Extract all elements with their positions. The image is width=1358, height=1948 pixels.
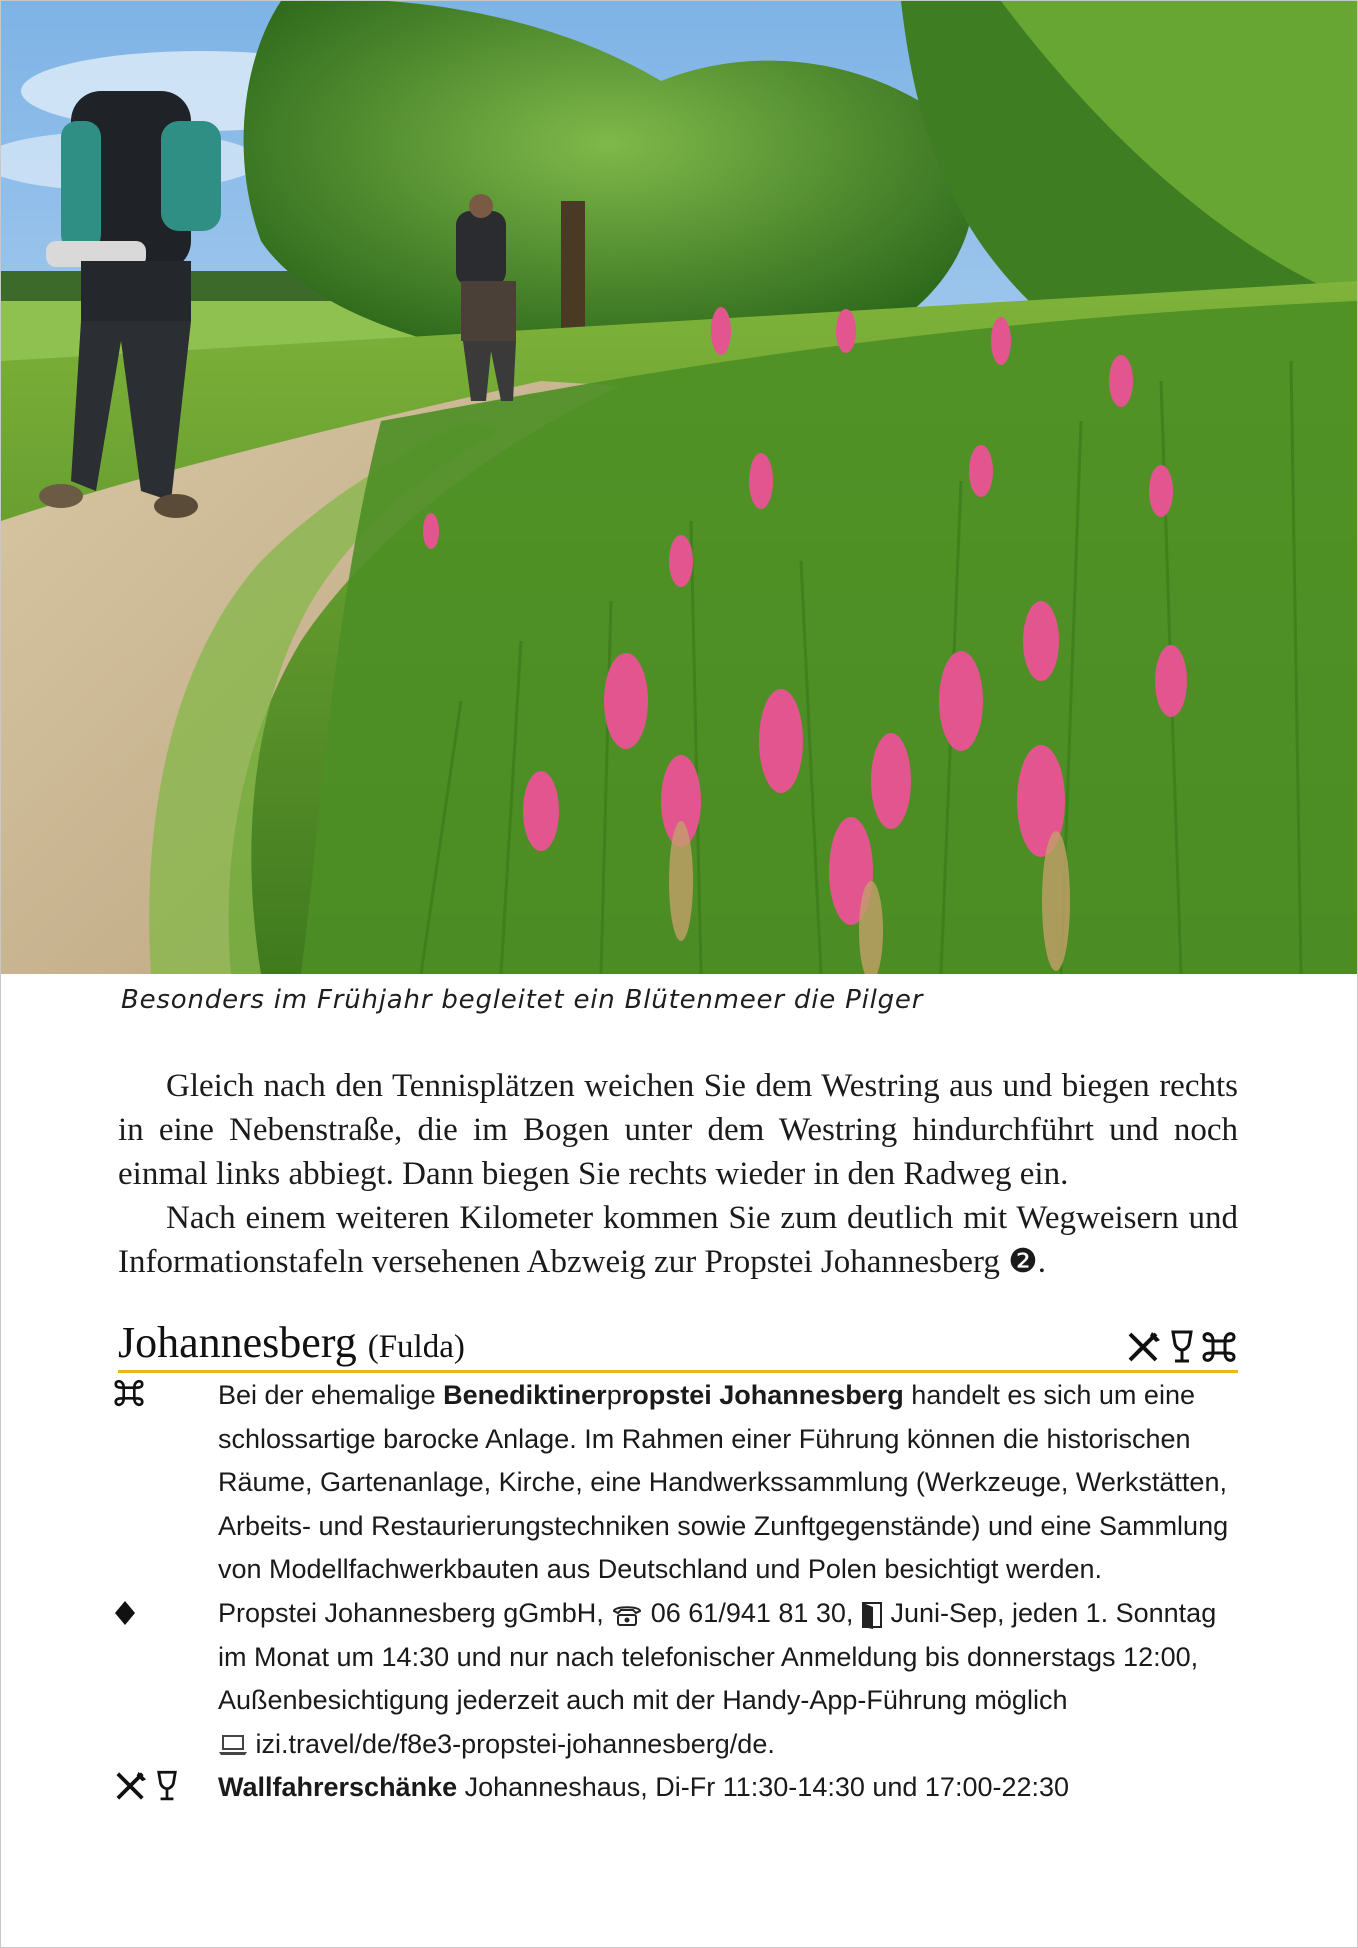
sight-icon xyxy=(114,1378,144,1408)
food-details: Johanneshaus, Di-Fr 11:30-14:30 und 17:00-22:30 xyxy=(464,1772,1070,1802)
section-header-icons xyxy=(1126,1330,1236,1364)
contact-org: Propstei Johannesberg gGmbH, xyxy=(218,1598,604,1628)
place-title-sub: (Fulda) xyxy=(367,1329,465,1365)
sight-bold-1: Benediktiner xyxy=(443,1380,607,1410)
contact-hours: Juni-Sep, jeden 1. Sonntag im Monat um 14:30 und nur nach telefonischer Anmeldung bis donnerstags 12:00, Außenbesichtigung jederzeit auch mit der Handy-App-Führung möglich xyxy=(218,1598,1217,1715)
row-icon-sight xyxy=(114,1378,144,1408)
place-title xyxy=(118,1317,465,1368)
sight-middle: p xyxy=(606,1380,622,1410)
photo-caption: Besonders im Frühjahr begleitet ein Blütenmeer die Pilger xyxy=(121,985,924,1015)
wine-glass-icon xyxy=(1170,1330,1194,1364)
sight-bold-2: ropstei Johannesberg xyxy=(621,1380,904,1410)
food-name: Wallfahrerschänke xyxy=(218,1772,458,1802)
food-description xyxy=(218,1766,1238,1810)
section-header xyxy=(118,1318,1238,1373)
place-title-main: Johannesberg xyxy=(118,1318,357,1367)
diamond-icon xyxy=(114,1600,136,1626)
body-paragraph-2-text: Nach einem weiteren Kilometer kommen Sie zum deutlich mit Wegweisern und Informationstafeln versehenen Abzweig zur Propstei Johannesberg xyxy=(118,1200,1238,1280)
sight-text-before: Bei der ehemalige xyxy=(218,1380,444,1410)
sight-description xyxy=(218,1374,1238,1592)
body-text xyxy=(118,1064,1238,1284)
door-icon xyxy=(861,1601,883,1629)
restaurant-icon xyxy=(114,1770,148,1802)
sight-text-after: handelt es sich um eine schlossartige barocke Anlage. Im Rahmen einer Führung können die historischen Räume, Gartenanlage, Kirche, eine Handwerkssammlung (Werkzeuge, Werkstätten, Arbeits- und Restaurierungstechniken sowie Zunftgegenstände) und eine Sammlung von Modellfachwerkbauten aus Deutschland und Polen besichtigt werden. xyxy=(218,1380,1229,1584)
hero-photo xyxy=(1,1,1357,974)
contact-phone: 06 61/941 81 30, xyxy=(650,1598,854,1628)
row-icon-contact xyxy=(114,1600,136,1626)
waypoint-marker: ❷ xyxy=(1008,1244,1038,1280)
body-paragraph-1: Gleich nach den Tennisplätzen weichen Sie dem Westring aus und biegen rechts in eine Nebenstraße, die im Bogen unter dem Westring hindurchführt und noch einmal links abbiegt. Dann biegen Sie rechts wieder in den Radweg ein. xyxy=(118,1068,1238,1192)
sight-icon xyxy=(1202,1330,1236,1364)
body-paragraph-2: Nach einem weiteren Kilometer kommen Sie zum deutlich mit Wegweisern und Informationstafeln versehenen Abzweig zur Propstei Johannesberg ❷. xyxy=(118,1200,1238,1280)
laptop-icon xyxy=(218,1733,248,1757)
phone-icon xyxy=(611,1603,643,1627)
row-icon-food xyxy=(114,1770,178,1802)
restaurant-icon xyxy=(1126,1330,1162,1364)
hero-photo-illustration xyxy=(1,1,1357,974)
contact-description xyxy=(218,1592,1238,1766)
wine-glass-icon xyxy=(156,1770,178,1802)
website-link[interactable]: izi.travel/de/f8e3-propstei-johannesberg/de. xyxy=(255,1728,775,1759)
